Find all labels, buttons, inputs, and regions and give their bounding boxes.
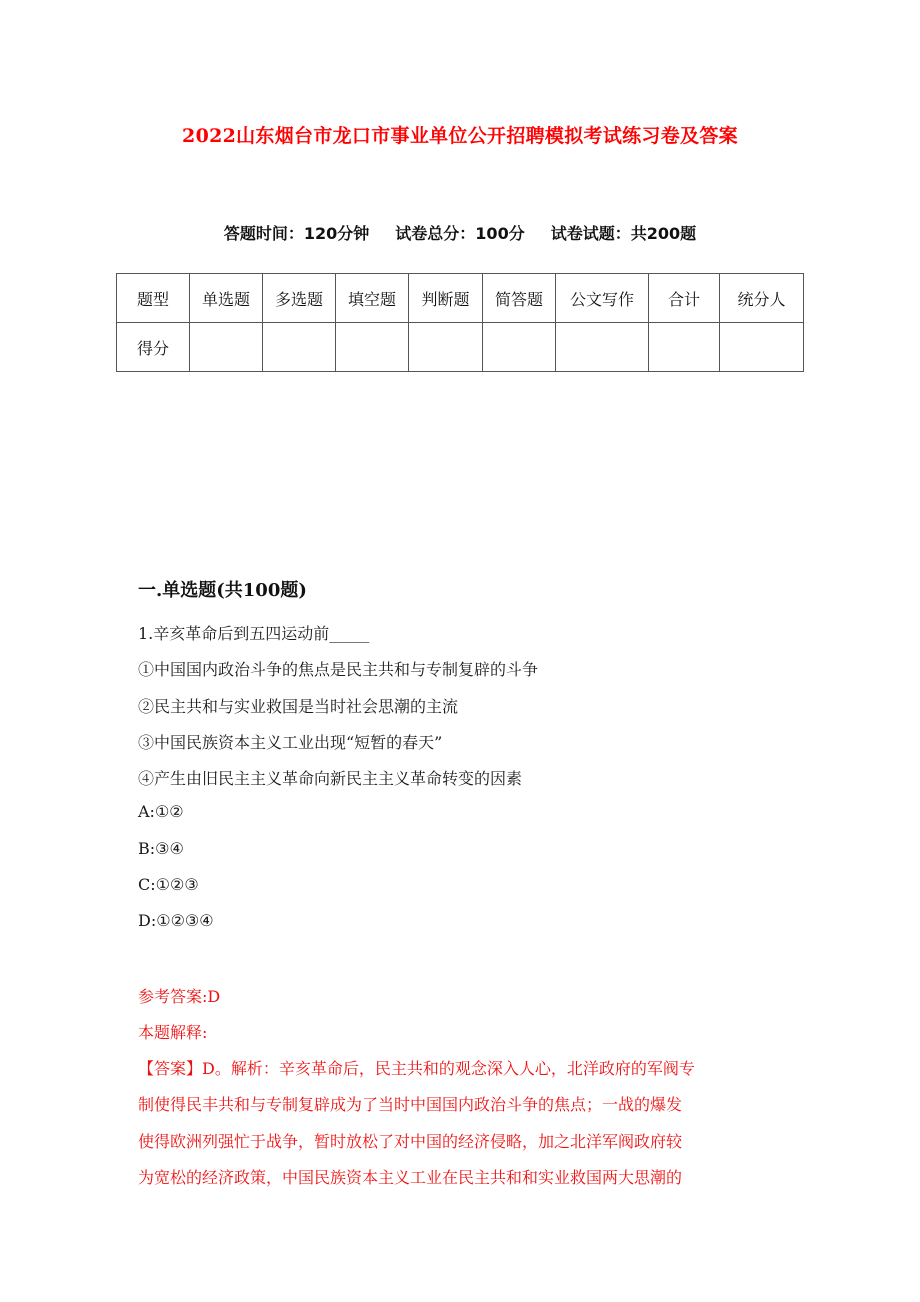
exam-question-count: 试卷试题：共200题 [550, 224, 697, 243]
exam-info [0, 221, 920, 244]
exam-time: 答题时间：120分钟 [223, 224, 370, 243]
question-statement: ②民主共和与实业救国是当时社会思潮的主流 [138, 697, 459, 716]
table-header-cell: 题型 [117, 274, 190, 323]
explanation-line: 使得欧洲列强忙于战争，暂时放松了对中国的经济侵略，加之北洋军阀政府较 [138, 1132, 683, 1151]
score-table [116, 273, 804, 372]
table-header-cell: 多选题 [263, 274, 336, 323]
explanation-line: 为宽松的经济政策，中国民族资本主义工业在民主共和和实业救国两大思潮的 [138, 1168, 683, 1187]
table-header-cell: 填空题 [336, 274, 409, 323]
explanation-line: 【答案】D。解析：辛亥革命后，民主共和的观念深入人心，北洋政府的军阀专 [138, 1059, 695, 1078]
table-header-cell: 简答题 [483, 274, 556, 323]
score-cell [263, 323, 336, 372]
table-header-cell: 判断题 [409, 274, 483, 323]
answer-option-b: B:③④ [138, 839, 184, 858]
table-header-cell: 统分人 [720, 274, 804, 323]
answer-option-c: C:①②③ [138, 875, 199, 894]
question-statement: ①中国国内政治斗争的焦点是民主共和与专制复辟的斗争 [138, 660, 539, 679]
score-cell [336, 323, 409, 372]
score-cell [483, 323, 556, 372]
explanation-label: 本题解释: [138, 1023, 208, 1042]
score-table-score-row [117, 323, 804, 372]
score-cell [649, 323, 720, 372]
score-cell [409, 323, 483, 372]
exam-total-score: 试卷总分：100分 [395, 224, 525, 243]
table-row-label: 得分 [117, 323, 190, 372]
question-statement: ③中国民族资本主义工业出现“短暂的春天” [138, 733, 443, 752]
score-cell [190, 323, 263, 372]
answer-option-d: D:①②③④ [138, 911, 214, 930]
table-header-cell: 公文写作 [556, 274, 649, 323]
section-heading: 一.单选题(共100题) [138, 580, 307, 601]
reference-answer: 参考答案:D [138, 987, 221, 1006]
score-table-header-row [117, 274, 804, 323]
score-cell [720, 323, 804, 372]
answer-option-a: A:①② [138, 802, 184, 821]
explanation-line: 制使得民丰共和与专制复辟成为了当时中国国内政治斗争的焦点；一战的爆发 [138, 1095, 683, 1114]
table-header-cell: 合计 [649, 274, 720, 323]
table-header-cell: 单选题 [190, 274, 263, 323]
question-statement: ④产生由旧民主主义革命向新民主主义革命转变的因素 [138, 769, 523, 788]
question-stem: 1.辛亥革命后到五四运动前_____ [138, 624, 370, 643]
page-title: 2022山东烟台市龙口市事业单位公开招聘模拟考试练习卷及答案 [182, 125, 738, 147]
score-cell [556, 323, 649, 372]
